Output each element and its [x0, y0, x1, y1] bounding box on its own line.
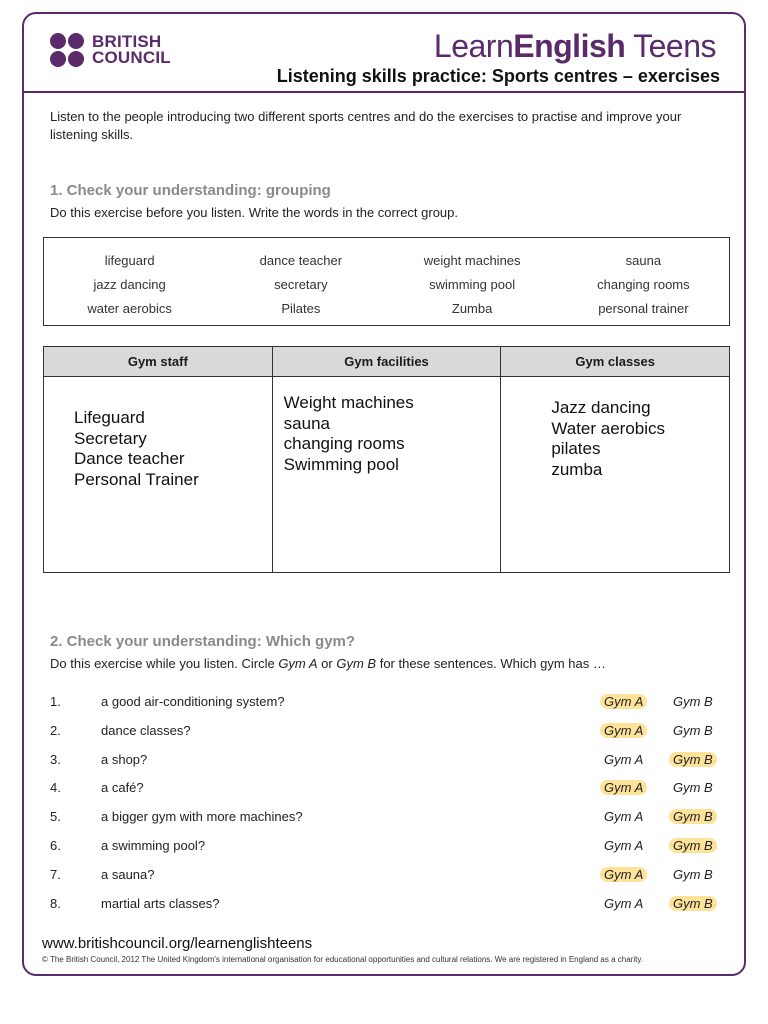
- word-item: swimming pool: [429, 276, 516, 292]
- footer-copyright: © The British Council, 2012 The United Kingdom's international organisation for educational opportunities and cultural relations. We are registered in England as a charity.: [42, 955, 643, 964]
- question-row: [50, 749, 730, 778]
- section-2-instruction: Do this exercise while you listen. Circle Gym A or Gym B for these sentences. Which gym has …: [50, 656, 606, 671]
- handwritten-answers: [551, 398, 665, 480]
- column-header: Gym classes: [501, 347, 729, 377]
- gym-a-option[interactable]: Gym A: [604, 809, 644, 825]
- answer-item: pilates: [551, 439, 601, 458]
- section-2-title: 2. Check your understanding: Which gym?: [50, 633, 356, 650]
- word-item: jazz dancing: [93, 276, 166, 292]
- answer-item: Swimming pool: [283, 454, 399, 474]
- question-number: 6.: [50, 837, 61, 853]
- answer-item: sauna: [283, 413, 330, 433]
- question-text: a sauna?: [101, 866, 155, 882]
- gym-a-option[interactable]: Gym A: [600, 694, 647, 709]
- answer-item: Personal Trainer: [74, 469, 199, 489]
- answer-item: Jazz dancing: [551, 398, 651, 417]
- gym-a-option[interactable]: Gym A: [604, 895, 644, 911]
- word-item: sauna: [625, 252, 662, 268]
- gym-b-option[interactable]: Gym B: [673, 780, 713, 796]
- question-number: 1.: [50, 694, 61, 709]
- gym-b-option[interactable]: Gym B: [673, 866, 713, 882]
- question-number: 7.: [50, 866, 61, 882]
- gym-b-option[interactable]: Gym B: [673, 722, 713, 738]
- handwritten-answers: [74, 408, 199, 490]
- section-1-instruction: Do this exercise before you listen. Write the words in the correct group.: [50, 205, 459, 220]
- word-bank: [43, 237, 730, 326]
- gym-b-option[interactable]: Gym B: [669, 809, 717, 824]
- question-number: 3.: [50, 751, 61, 767]
- answer-item: changing rooms: [283, 434, 405, 453]
- question-text: a café?: [101, 780, 144, 796]
- question-text: a swimming pool?: [101, 837, 206, 853]
- word-item: personal trainer: [598, 300, 689, 316]
- question-row: [50, 806, 730, 835]
- question-text: martial arts classes?: [101, 895, 220, 911]
- question-row: [50, 864, 730, 893]
- section-1-title: 1. Check your understanding: grouping: [50, 182, 331, 199]
- learnenglish-teens-logo: [434, 28, 716, 65]
- column-gym-staff: [44, 347, 273, 572]
- word-item: Pilates: [281, 300, 321, 316]
- word-item: changing rooms: [597, 276, 690, 292]
- question-list: [50, 691, 730, 921]
- gym-a-option[interactable]: Gym A: [600, 780, 647, 795]
- question-row: [50, 777, 730, 806]
- word-row: [44, 248, 729, 272]
- logo-line-2: COUNCIL: [92, 48, 171, 67]
- word-row: [44, 272, 729, 296]
- header-divider: [22, 91, 746, 93]
- question-number: 5.: [50, 809, 61, 825]
- answer-item: Weight machines: [283, 393, 414, 412]
- question-text: a good air-conditioning system?: [101, 694, 285, 709]
- logo-teens: Teens: [625, 28, 716, 64]
- grouping-table: [43, 346, 730, 573]
- handwritten-answers: [284, 393, 414, 475]
- column-gym-facilities: [273, 347, 502, 572]
- british-council-logo: [50, 33, 171, 67]
- question-number: 2.: [50, 722, 61, 738]
- question-row: [50, 893, 730, 922]
- question-row: [50, 691, 730, 720]
- question-text: a bigger gym with more machines?: [101, 809, 303, 825]
- footer-url[interactable]: www.britishcouncil.org/learnenglishteens: [42, 935, 313, 952]
- gym-a-option[interactable]: Gym A: [604, 751, 644, 767]
- gym-a-option[interactable]: Gym A: [604, 837, 644, 853]
- intro-text: Listen to the people introducing two different sports centres and do the exercises to practise and improve your listening skills.: [50, 109, 682, 142]
- logo-learn: Learn: [433, 28, 514, 64]
- british-council-dots-icon: [50, 33, 84, 67]
- word-item: lifeguard: [104, 252, 155, 268]
- gym-b-option[interactable]: Gym B: [669, 838, 717, 853]
- word-item: weight machines: [423, 252, 521, 268]
- question-number: 4.: [50, 780, 61, 796]
- word-row: [44, 296, 729, 320]
- question-number: 8.: [50, 895, 61, 911]
- question-text: dance classes?: [101, 722, 191, 738]
- gym-a-option[interactable]: Gym A: [600, 867, 647, 882]
- column-gym-classes: [501, 347, 729, 572]
- question-row: [50, 835, 730, 864]
- logo-line-1: BRITISH: [92, 32, 162, 51]
- answer-item: zumba: [551, 459, 603, 479]
- word-item: dance teacher: [259, 252, 343, 268]
- document-title: Listening skills practice: Sports centres – exercises: [276, 66, 720, 86]
- gym-a-option[interactable]: Gym A: [600, 723, 647, 738]
- gym-b-option[interactable]: Gym B: [669, 896, 717, 911]
- logo-english: English: [513, 28, 626, 64]
- gym-b-option[interactable]: Gym B: [673, 694, 713, 709]
- column-header: Gym staff: [44, 347, 272, 377]
- gym-b-option[interactable]: Gym B: [669, 752, 717, 767]
- question-row: [50, 720, 730, 749]
- answer-item: Lifeguard: [74, 408, 145, 427]
- word-item: secretary: [274, 276, 328, 292]
- answer-item: Secretary: [74, 428, 147, 448]
- column-header: Gym facilities: [273, 347, 501, 377]
- word-item: Zumba: [451, 300, 493, 316]
- answer-item: Water aerobics: [551, 418, 666, 438]
- answer-item: Dance teacher: [74, 449, 185, 468]
- question-text: a shop?: [101, 751, 148, 767]
- word-item: water aerobics: [87, 300, 172, 316]
